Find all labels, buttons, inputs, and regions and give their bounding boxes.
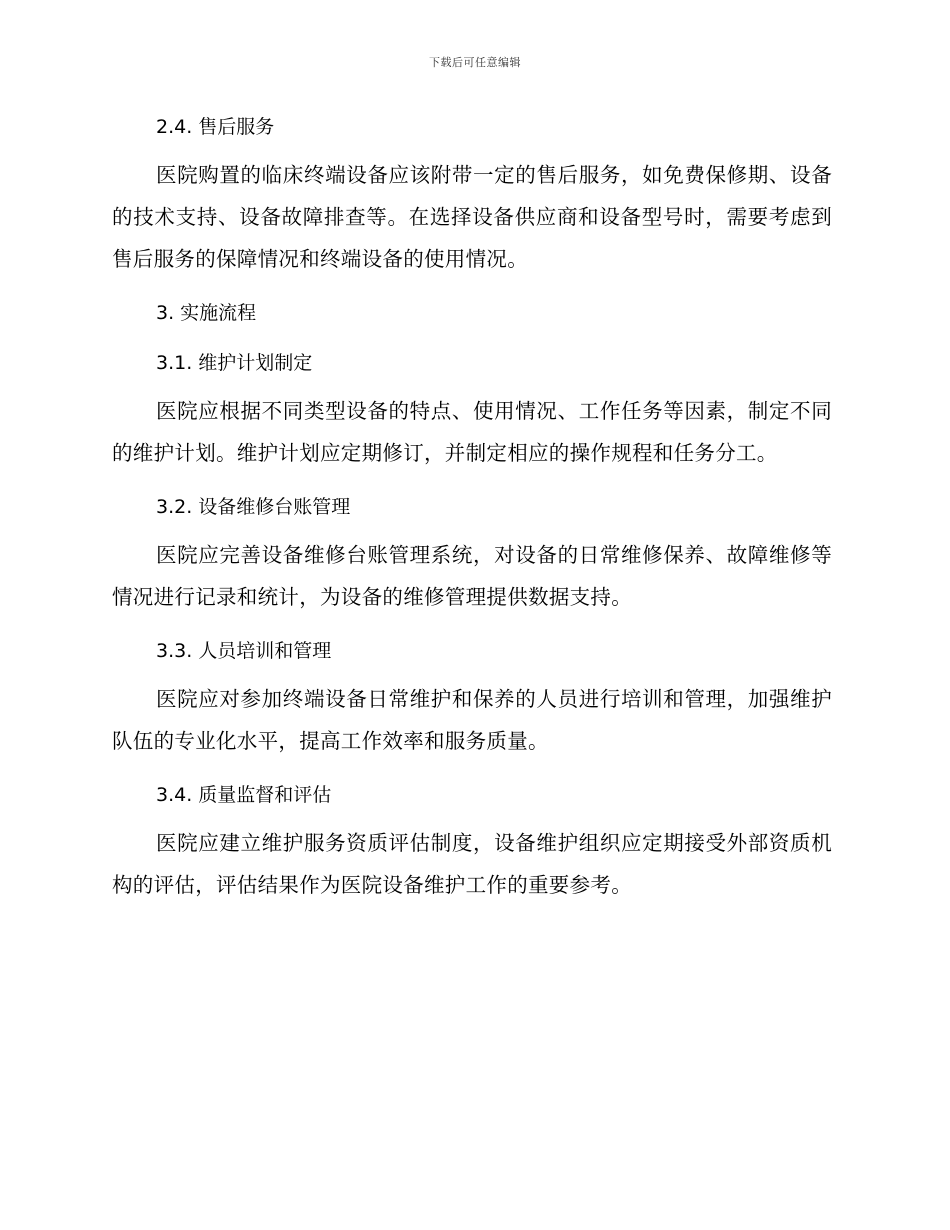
section-heading-3-3: 3.3. 人员培训和管理 xyxy=(156,640,332,662)
document-body xyxy=(112,104,832,916)
section-heading-3-1: 3.1. 维护计划制定 xyxy=(156,352,313,374)
section-paragraph-3-2: 医院应完善设备维修台账管理系统，对设备的日常维修保养、故障维修等情况进行记录和统计，为设备的维修管理提供数据支持。 xyxy=(112,543,832,609)
section-paragraph-3-3: 医院应对参加终端设备日常维护和保养的人员进行培训和管理，加强维护队伍的专业化水平，提高工作效率和服务质量。 xyxy=(112,687,832,753)
section-heading-3-4: 3.4. 质量监督和评估 xyxy=(156,784,332,806)
section-paragraph-3-1: 医院应根据不同类型设备的特点、使用情况、工作任务等因素，制定不同的维护计划。维护计划应定期修订，并制定相应的操作规程和任务分工。 xyxy=(112,399,832,465)
section-paragraph-2-4: 医院购置的临床终端设备应该附带一定的售后服务，如免费保修期、设备的技术支持、设备故障排查等。在选择设备供应商和设备型号时，需要考虑到售后服务的保障情况和终端设备的使用情况。 xyxy=(112,163,832,271)
page-header: 下载后可任意编辑 xyxy=(429,56,521,69)
section-paragraph-3-4: 医院应建立维护服务资质评估制度，设备维护组织应定期接受外部资质机构的评估，评估结果作为医院设备维护工作的重要参考。 xyxy=(112,831,832,897)
section-heading-2-4: 2.4. 售后服务 xyxy=(156,116,275,138)
section-heading-3-2: 3.2. 设备维修台账管理 xyxy=(156,496,351,518)
section-heading-3: 3. 实施流程 xyxy=(156,302,257,324)
